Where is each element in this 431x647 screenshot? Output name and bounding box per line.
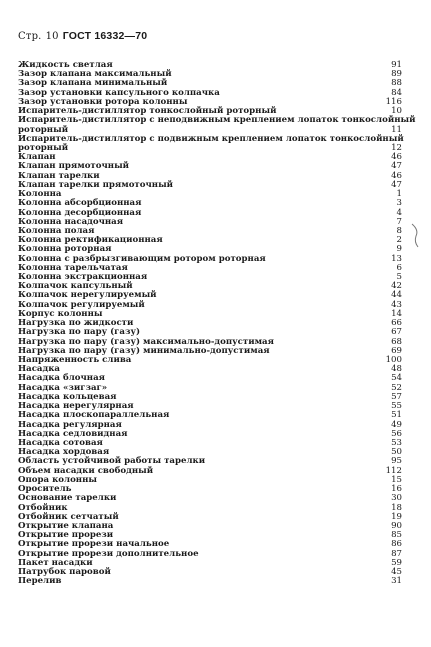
index-page-number: 47	[391, 161, 402, 172]
index-term: Колпачок регулируемый	[18, 299, 145, 310]
index-term: Зазор установки капсульного колпачка	[18, 87, 220, 98]
index-entry	[18, 356, 402, 365]
index-entry	[18, 144, 402, 153]
index-entry	[18, 568, 402, 577]
index-page-number: 9	[396, 244, 402, 255]
index-page-number: 112	[385, 465, 402, 476]
index-term: Насадка нерегулярная	[18, 401, 134, 412]
index-page-number: 90	[391, 520, 402, 531]
index-page-number: 55	[391, 401, 402, 412]
index-page-number: 16	[391, 484, 402, 495]
index-term: Насадка хордовая	[18, 447, 110, 458]
index-page-number: 84	[391, 87, 402, 98]
index-page-number: 89	[391, 69, 402, 80]
index-term: Зазор клапана минимальный	[18, 78, 168, 89]
index-page-number: 59	[391, 557, 402, 568]
index-term: Колонна насадочная	[18, 216, 124, 227]
index-page-number: 67	[391, 327, 402, 338]
index-term: Насадка плоскопараллельная	[18, 410, 170, 421]
index-page-number: 50	[391, 447, 402, 458]
index-page-number: 53	[391, 437, 402, 448]
index-entry	[18, 135, 402, 144]
index-page-number: 52	[391, 382, 402, 393]
index-page-number: 14	[391, 308, 402, 319]
index-entry	[18, 115, 416, 126]
index-term: Область устойчивой работы тарелки	[18, 456, 206, 467]
index-term: Нагрузка по пару (газу)	[18, 327, 141, 338]
index-term: Испаритель-дистиллятор с подвижным креплением лопаток тонкослойный	[18, 133, 404, 144]
index-list	[18, 60, 416, 587]
index-term: Патрубок паровой	[18, 567, 111, 578]
index-page-number: 66	[391, 318, 402, 329]
index-term: Открытие прорези	[18, 530, 114, 541]
index-page-number: 31	[391, 576, 402, 587]
index-page-number: 56	[391, 428, 402, 439]
index-entry	[18, 181, 402, 190]
index-page-number: 45	[391, 567, 402, 578]
page-number: 10	[45, 31, 59, 42]
index-term: Испаритель-дистиллятор с неподвижным креплением лопаток тонкослойный	[18, 115, 416, 126]
index-page-number: 47	[391, 179, 402, 190]
index-term: Колонна полая	[18, 225, 95, 236]
index-term: Колонна десорбционная	[18, 207, 142, 218]
index-page-number: 15	[391, 474, 402, 485]
index-page-number: 5	[396, 272, 402, 283]
index-term: роторный	[18, 142, 69, 153]
index-term: Клапан тарелки	[18, 170, 100, 181]
index-term: Колонна с разбрызгивающим ротором роторная	[18, 253, 266, 264]
index-term: Открытие прорези начальное	[18, 539, 170, 550]
index-page-number: 51	[391, 410, 402, 421]
index-page-number: 46	[391, 152, 402, 163]
index-term: Корпус колонны	[18, 308, 103, 319]
page-label: Стр.	[18, 31, 42, 42]
index-page-number: 13	[391, 253, 402, 264]
index-page-number: 6	[396, 262, 402, 273]
index-page-number: 69	[391, 345, 402, 356]
index-page-number: 19	[391, 511, 402, 522]
index-term: Открытие прорези дополнительное	[18, 548, 199, 559]
index-term: Клапан	[18, 152, 56, 163]
index-term: Насадка сотовая	[18, 437, 103, 448]
index-term: Колонна тарельчатая	[18, 262, 128, 273]
index-entry	[18, 577, 402, 586]
index-page-number: 91	[391, 60, 402, 70]
document-code: ГОСТ 16332—70	[62, 30, 148, 42]
index-page-number: 1	[396, 189, 402, 200]
index-term: Клапан тарелки прямоточный	[18, 179, 174, 190]
index-term: Колонна ректификационная	[18, 235, 163, 246]
index-term: Колпачок капсульный	[18, 281, 133, 292]
index-term: Отбойник	[18, 502, 68, 513]
index-entry	[18, 476, 402, 485]
index-page-number: 44	[391, 290, 402, 301]
index-term: Клапан прямоточный	[18, 161, 130, 172]
index-term: Насадка кольцевая	[18, 391, 117, 402]
index-page-number: 8	[396, 225, 402, 236]
index-page-number: 42	[391, 281, 402, 292]
index-page-number: 87	[391, 548, 402, 559]
index-term: Колонна экстракционная	[18, 272, 148, 283]
index-page-number: 43	[391, 299, 402, 310]
index-page-number: 57	[391, 391, 402, 402]
index-term: Насадка «зигзаг»	[18, 382, 108, 393]
index-term: Пакет насадки	[18, 557, 93, 568]
index-page-number: 100	[385, 355, 402, 365]
index-page-number: 3	[396, 198, 402, 209]
index-page-number: 7	[396, 216, 402, 227]
index-term: Опора колонны	[18, 474, 98, 485]
index-term: Открытие клапана	[18, 520, 114, 531]
index-term: Основание тарелки	[18, 493, 117, 504]
index-term: Нагрузка по пару (газу) максимально-допустимая	[18, 336, 274, 347]
index-term: Насадка блочная	[18, 373, 106, 384]
index-term: Ороситель	[18, 484, 72, 495]
index-page-number: 86	[391, 539, 402, 550]
index-term: Отбойник сетчатый	[18, 511, 119, 522]
index-page-number: 85	[391, 530, 402, 541]
index-term: Объем насадки свободный	[18, 465, 154, 476]
index-page-number: 95	[391, 456, 402, 467]
index-page-number: 18	[391, 502, 402, 513]
index-page-number: 88	[391, 78, 402, 89]
index-term: Испаритель-дистиллятор тонкослойный роторный	[18, 106, 277, 117]
index-term: Зазор установки ротора колонны	[18, 96, 188, 107]
index-entry	[18, 494, 402, 503]
index-term: Жидкость светлая	[18, 60, 113, 70]
index-term: Колонна роторная	[18, 244, 112, 255]
index-term: Перелив	[18, 576, 62, 587]
index-page-number: 116	[385, 96, 402, 107]
index-term: Колпачок нерегулируемый	[18, 290, 157, 301]
index-page-number: 10	[391, 106, 402, 117]
index-term: Колонна абсорбционная	[18, 198, 142, 209]
margin-bracket-mark	[410, 220, 422, 250]
index-term: Колонна	[18, 189, 62, 200]
index-page-number: 30	[391, 493, 402, 504]
index-page-number: 4	[396, 207, 402, 218]
index-page-number: 11	[391, 124, 402, 135]
index-page-number: 46	[391, 170, 402, 181]
index-page-number: 68	[391, 336, 402, 347]
index-page-number: 49	[391, 419, 402, 430]
index-term: Нагрузка по жидкости	[18, 318, 134, 329]
page-header	[18, 30, 147, 42]
index-term: Зазор клапана максимальный	[18, 69, 172, 80]
index-term: Напряженность слива	[18, 355, 132, 365]
index-term: Насадка регулярная	[18, 419, 122, 430]
index-term: Насадка седловидная	[18, 428, 128, 439]
index-term: роторный	[18, 124, 69, 135]
index-page-number: 2	[396, 235, 402, 246]
index-page-number: 48	[391, 364, 402, 375]
index-page-number: 12	[391, 142, 402, 153]
index-term: Нагрузка по пару (газу) минимально-допустимая	[18, 345, 270, 356]
index-page-number: 54	[391, 373, 402, 384]
index-term: Насадка	[18, 364, 60, 375]
